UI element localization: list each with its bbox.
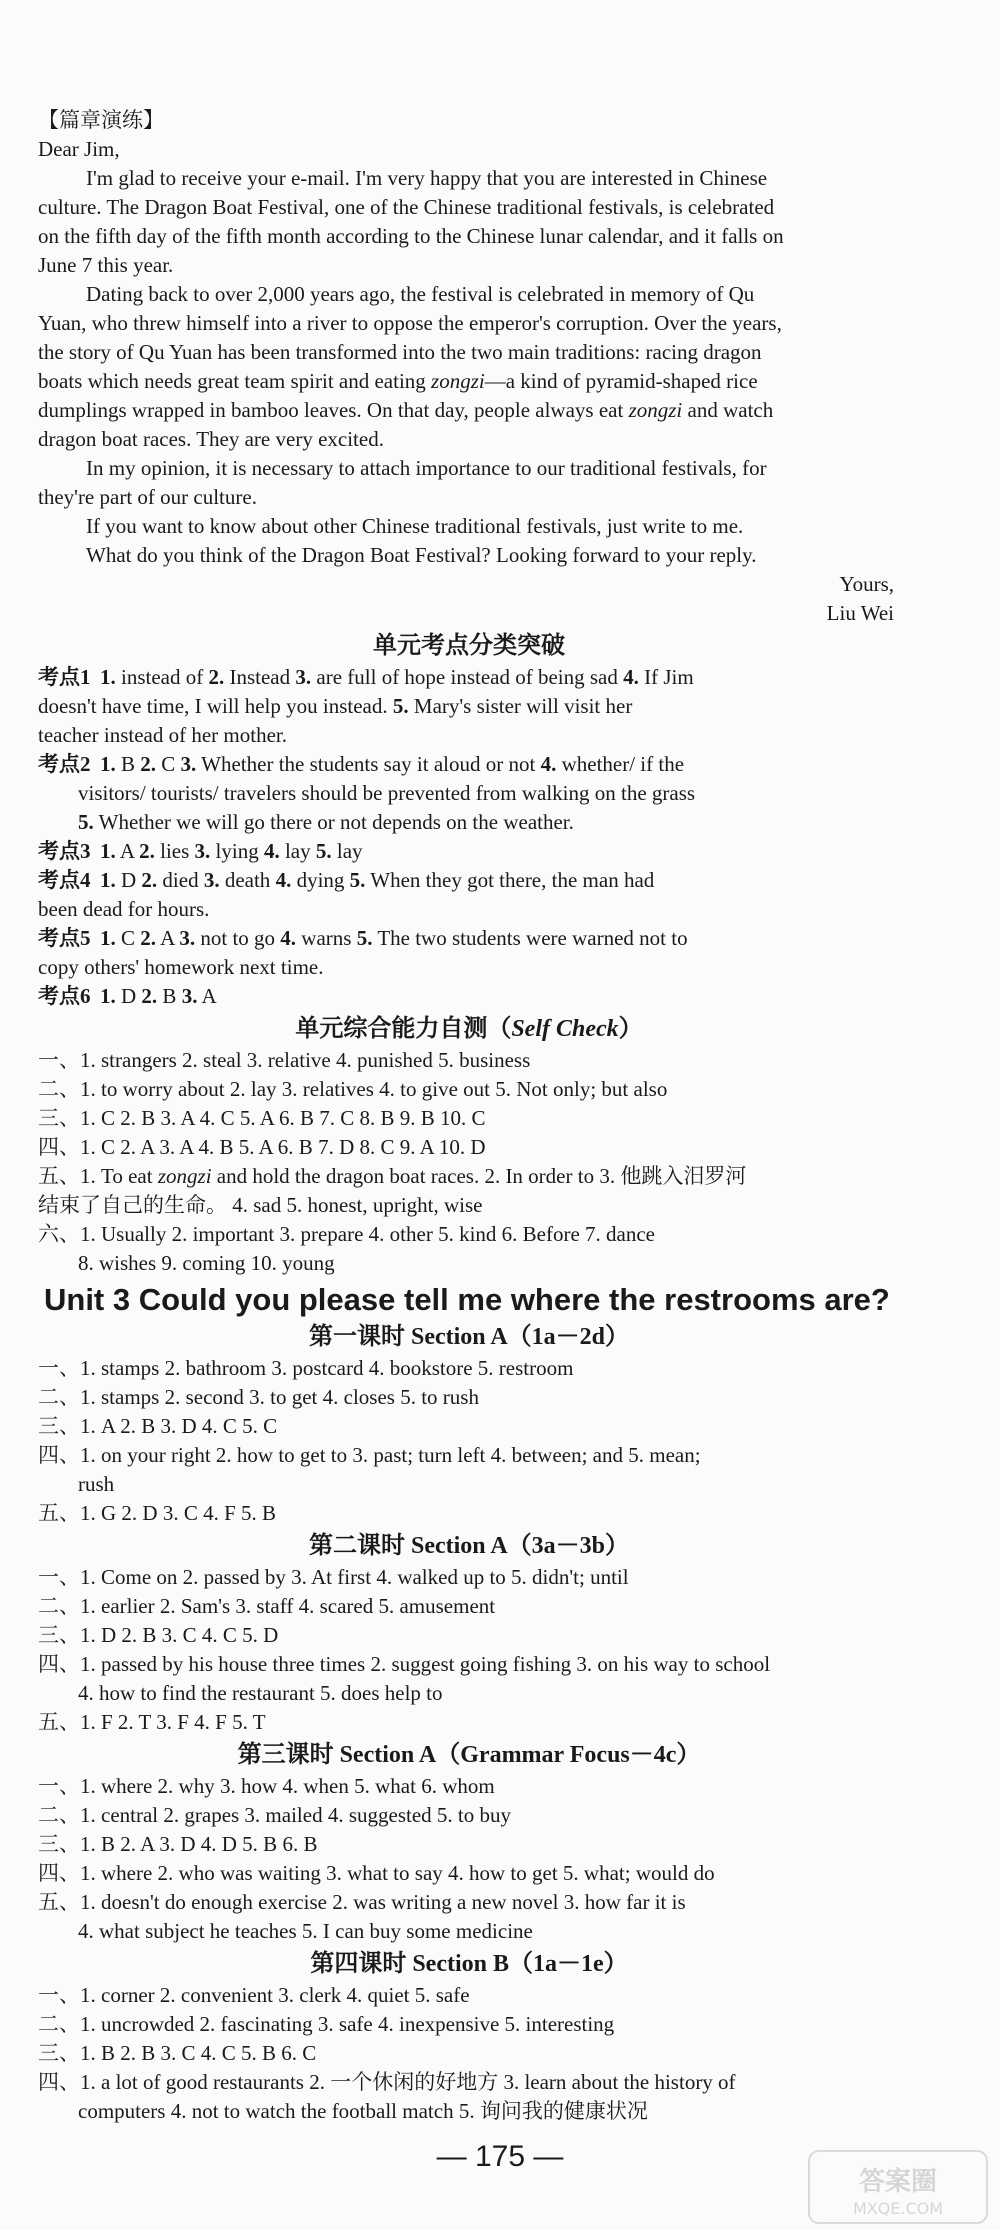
letter-line: June 7 this year. — [38, 253, 174, 277]
answer-row: 五、1. F 2. T 3. F 4. F 5. T — [38, 1710, 266, 1734]
lesson-title: 第四课时 Section B（1a－1e） — [310, 1951, 628, 1977]
point-row: 考点3 1. A 2. lies 3. lying 4. lay 5. lay — [38, 839, 363, 863]
answer-row: 四、1. where 2. who was waiting 3. what to say 4. how to get 5. what; would do — [38, 1861, 715, 1885]
answer-row: 二、1. uncrowded 2. fascinating 3. safe 4. inexpensive 5. interesting — [38, 2012, 615, 2036]
svg-text:MXQE.COM: MXQE.COM — [852, 2199, 944, 2218]
answer-row: 五、1. To eat zongzi and hold the dragon boat races. 2. In order to 3. 他跳入汨罗河 — [38, 1164, 747, 1188]
letter-line: boats which needs great team spirit and eating zongzi—a kind of pyramid-shaped rice — [38, 369, 758, 393]
letter-line: culture. The Dragon Boat Festival, one of the Chinese traditional festivals, is celebrated — [38, 195, 775, 219]
answer-row: 六、1. Usually 2. important 3. prepare 4. other 5. kind 6. Before 7. dance — [38, 1222, 656, 1246]
letter-line: on the fifth day of the fifth month according to the Chinese lunar calendar, and it falls on — [38, 224, 784, 248]
answer-row: 四、1. passed by his house three times 2. suggest going fishing 3. on his way to school — [38, 1652, 771, 1676]
page-number: — 175 — — [436, 2140, 564, 2173]
answer-row: 二、1. stamps 2. second 3. to get 4. closes 5. to rush — [38, 1385, 479, 1409]
letter-salutation: Dear Jim, — [38, 137, 120, 161]
answer-row: rush — [78, 1472, 115, 1496]
point-row: 考点6 1. D 2. B 3. A — [38, 984, 217, 1008]
answer-row: 三、1. B 2. B 3. C 4. C 5. B 6. C — [38, 2041, 317, 2065]
answer-row: 8. wishes 9. coming 10. young — [78, 1251, 335, 1275]
answer-row: 三、1. A 2. B 3. D 4. C 5. C — [38, 1414, 278, 1438]
answer-row: 一、1. strangers 2. steal 3. relative 4. punished 5. business — [38, 1048, 531, 1072]
letter-line: Yuan, who threw himself into a river to oppose the emperor's corruption. Over the years, — [38, 311, 782, 335]
answer-row: 一、1. where 2. why 3. how 4. when 5. what 6. whom — [38, 1774, 495, 1798]
svg-text:答案圈: 答案圈 — [858, 2167, 938, 2197]
answer-row: 4. how to find the restaurant 5. does help to — [78, 1681, 443, 1705]
answer-row: 四、1. C 2. A 3. A 4. B 5. A 6. B 7. D 8. C 9. A 10. D — [38, 1135, 486, 1159]
letter-line: I'm glad to receive your e-mail. I'm very happy that you are interested in Chinese — [86, 166, 768, 190]
answer-row: 二、1. to worry about 2. lay 3. relatives 4. to give out 5. Not only; but also — [38, 1077, 668, 1101]
point-row: been dead for hours. — [38, 897, 210, 921]
point-row: 考点4 1. D 2. died 3. death 4. dying 5. When they got there, the man had — [38, 868, 655, 892]
answer-row: 五、1. doesn't do enough exercise 2. was writing a new novel 3. how far it is — [38, 1890, 686, 1914]
section-title: 单元综合能力自测（Self Check） — [295, 1016, 643, 1042]
letter-header: 【篇章演练】 — [38, 108, 164, 132]
answer-row: 三、1. C 2. B 3. A 4. C 5. A 6. B 7. C 8. B 9. B 10. C — [38, 1106, 486, 1130]
answer-row: 五、1. G 2. D 3. C 4. F 5. B — [38, 1501, 277, 1525]
letter-line: dragon boat races. They are very excited. — [38, 427, 384, 451]
letter-line: the story of Qu Yuan has been transformed into the two main traditions: racing dragon — [38, 340, 762, 364]
point-row: 5. Whether we will go there or not depends on the weather. — [78, 810, 574, 834]
lesson-title: 第一课时 Section A（1a－2d） — [308, 1324, 629, 1350]
answer-row: 4. what subject he teaches 5. I can buy some medicine — [78, 1919, 533, 1943]
lesson-title: 第二课时 Section A（3a－3b） — [308, 1533, 629, 1559]
point-row: 考点2 1. B 2. C 3. Whether the students say it aloud or not 4. whether/ if the — [38, 752, 685, 776]
letter-line: they're part of our culture. — [38, 485, 257, 509]
letter-signature: Liu Wei — [826, 601, 894, 625]
answer-row: 三、1. B 2. A 3. D 4. D 5. B 6. B — [38, 1832, 318, 1856]
point-row: 考点5 1. C 2. A 3. not to go 4. warns 5. The two students were warned not to — [38, 926, 688, 950]
answer-row: 四、1. on your right 2. how to get to 3. past; turn left 4. between; and 5. mean; — [38, 1443, 701, 1467]
point-row: doesn't have time, I will help you instead. 5. Mary's sister will visit her — [38, 694, 633, 718]
lesson-title: 第三课时 Section A（Grammar Focus－4c） — [237, 1742, 701, 1768]
point-row: copy others' homework next time. — [38, 955, 324, 979]
letter-line: dumplings wrapped in bamboo leaves. On that day, people always eat zongzi and watch — [38, 398, 774, 422]
answer-row: 一、1. corner 2. convenient 3. clerk 4. quiet 5. safe — [38, 1983, 470, 2007]
answer-row: 一、1. Come on 2. passed by 3. At first 4. walked up to 5. didn't; until — [38, 1565, 629, 1589]
answer-row: 三、1. D 2. B 3. C 4. C 5. D — [38, 1623, 279, 1647]
unit-title: Unit 3 Could you please tell me where the restrooms are? — [44, 1282, 890, 1317]
answer-row: 四、1. a lot of good restaurants 2. 一个休闲的好地方 3. learn about the history of — [38, 2070, 736, 2094]
point-row: visitors/ tourists/ travelers should be prevented from walking on the grass — [78, 781, 696, 805]
answer-row: 二、1. central 2. grapes 3. mailed 4. suggested 5. to buy — [38, 1803, 511, 1827]
point-row: 考点1 1. instead of 2. Instead 3. are full of hope instead of being sad 4. If Jim — [38, 665, 694, 689]
section-title: 单元考点分类突破 — [373, 633, 565, 659]
answer-row: 二、1. earlier 2. Sam's 3. staff 4. scared 5. amusement — [38, 1594, 496, 1618]
letter-line: Dating back to over 2,000 years ago, the festival is celebrated in memory of Qu — [86, 282, 755, 306]
letter-line: If you want to know about other Chinese traditional festivals, just write to me. — [86, 514, 744, 538]
letter-line: What do you think of the Dragon Boat Festival? Looking forward to your reply. — [86, 543, 757, 567]
watermark-logo-icon — [808, 2150, 988, 2224]
letter-line: In my opinion, it is necessary to attach importance to our traditional festivals, for — [86, 456, 767, 480]
answer-row: 结束了自己的生命。 4. sad 5. honest, upright, wise — [38, 1193, 483, 1217]
answer-row: 一、1. stamps 2. bathroom 3. postcard 4. bookstore 5. restroom — [38, 1356, 574, 1380]
point-row: teacher instead of her mother. — [38, 723, 287, 747]
letter-closing: Yours, — [839, 572, 894, 596]
answer-row: computers 4. not to watch the football match 5. 询问我的健康状况 — [78, 2099, 648, 2123]
